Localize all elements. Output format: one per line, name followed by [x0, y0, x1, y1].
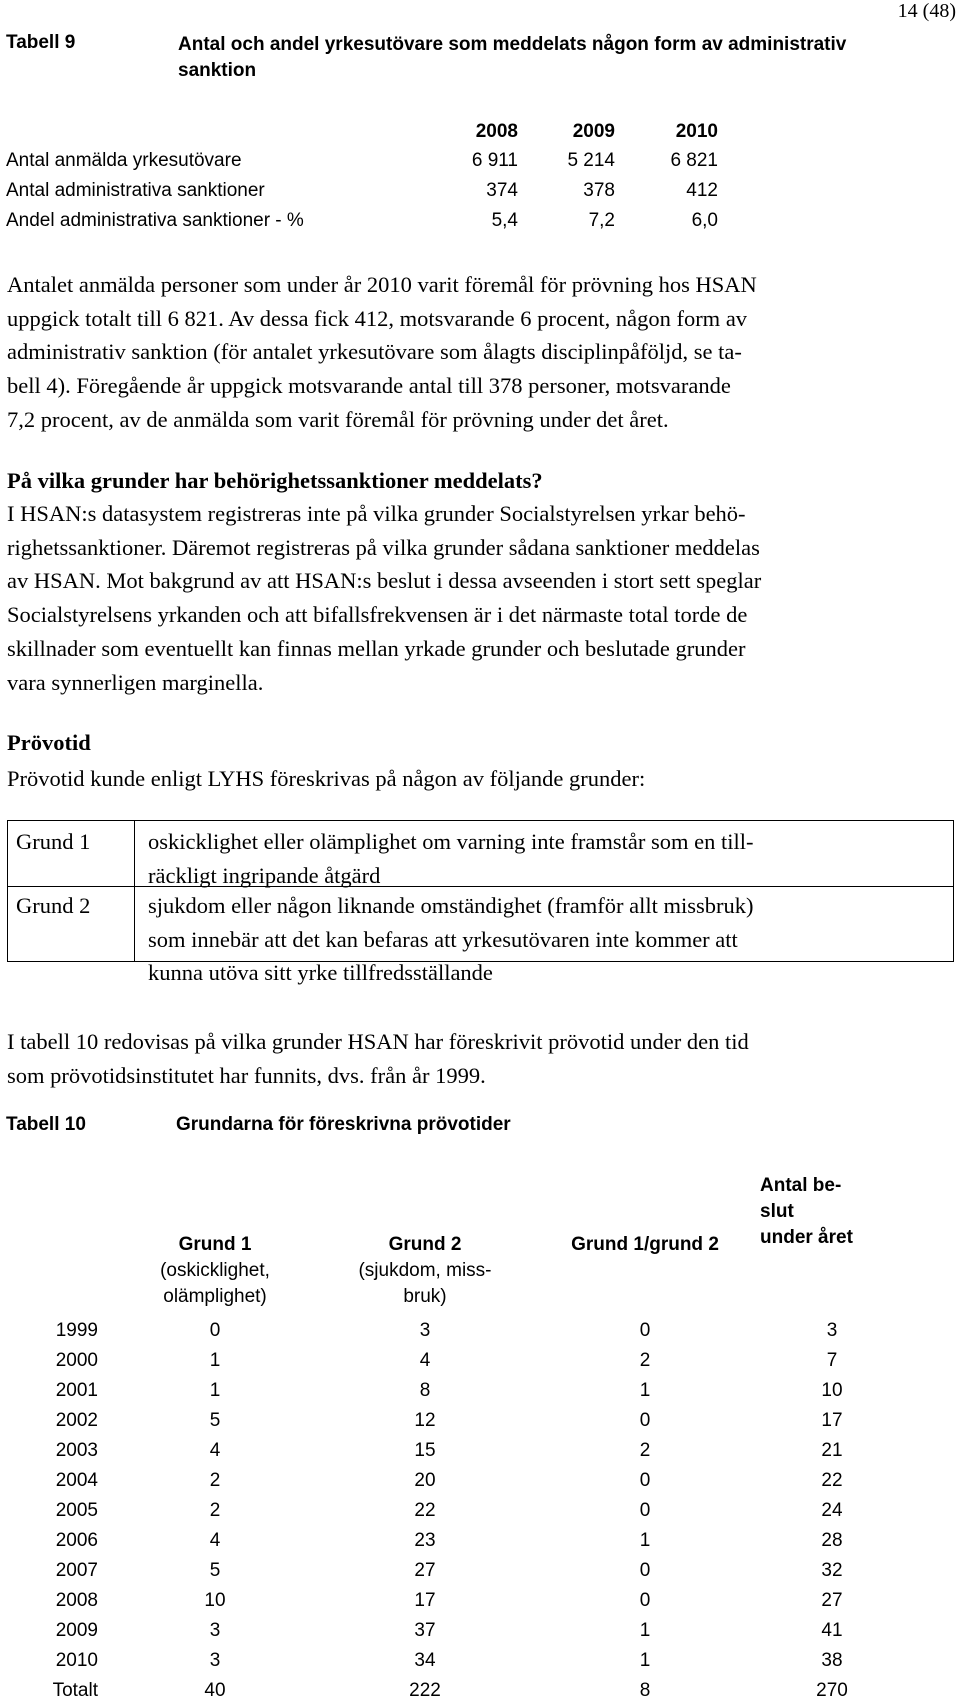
table9-cell: 378 — [583, 180, 615, 201]
table9-cell: 412 — [686, 180, 718, 201]
section-heading-provotid: Prövotid — [7, 730, 91, 755]
col-title: slut — [760, 1201, 794, 1222]
text-line: uppgick totalt till 6 821. Av dessa fick 412, motsvarande 6 procent, någon form av — [7, 305, 748, 331]
table10-cell-year: 2010 — [55, 1650, 98, 1671]
table10-row — [0, 1556, 900, 1586]
table10-cell-g2: 222 — [409, 1680, 441, 1701]
text-line: av HSAN. Mot bakgrund av att HSAN:s beslut i dessa avseenden i stort sett speglar — [7, 568, 762, 594]
table10-cell-g12: 0 — [639, 1470, 651, 1491]
table10-label: Tabell 10 — [6, 1114, 86, 1135]
table10-cell-g12: 2 — [639, 1440, 651, 1461]
text-line: Antalet anmälda personer som under år 2010 varit föremål för prövning hos HSAN — [7, 272, 757, 297]
col-subtitle: (oskicklighet, — [160, 1260, 270, 1281]
col-title: Grund 2 — [388, 1234, 462, 1255]
table10-cell-g12: 0 — [639, 1410, 651, 1431]
table10-cell-total: 21 — [821, 1440, 843, 1461]
text-line: 7,2 procent, av de anmälda som varit föremål för prövning under det året. — [7, 406, 669, 432]
table10-col-grund2 — [340, 1232, 510, 1310]
table10-cell-g2: 22 — [414, 1500, 436, 1521]
text-line: bell 4). Föregående år uppgick motsvarande antal till 378 personer, motsvarande — [7, 373, 731, 399]
table10-title: Grundarna för föreskrivna prövotider — [176, 1114, 511, 1135]
col-subtitle: (sjukdom, miss- — [358, 1260, 492, 1281]
table10-row — [0, 1586, 900, 1616]
table10-cell-g2: 37 — [414, 1620, 436, 1641]
table10-cell-g12: 0 — [639, 1560, 651, 1581]
table10-row — [0, 1646, 900, 1676]
table10-row — [0, 1346, 900, 1376]
grund1-description — [148, 825, 753, 892]
table10-cell-total: 32 — [821, 1560, 843, 1581]
text-line: som prövotidsinstitutet har funnits, dvs. från år 1999. — [7, 1062, 486, 1088]
table10-row — [0, 1616, 900, 1646]
table10-cell-total: 17 — [821, 1410, 843, 1431]
table9-cell: 7,2 — [588, 210, 615, 231]
table10-row — [0, 1526, 900, 1556]
table9-row — [6, 146, 726, 176]
table10-cell-g12: 1 — [639, 1530, 651, 1551]
table10-cell-g1: 40 — [204, 1680, 226, 1701]
table10-cell-year: Totalt — [52, 1680, 98, 1701]
table10-cell-g2: 17 — [414, 1590, 436, 1611]
grund2-description — [148, 889, 754, 990]
table10-cell-g12: 0 — [639, 1590, 651, 1611]
table10-cell-total: 41 — [821, 1620, 843, 1641]
table-divider — [134, 821, 135, 961]
section-heading-grunder: På vilka grunder har behörighetssanktioner meddelats? — [7, 468, 543, 493]
table10-cell-g2: 27 — [414, 1560, 436, 1581]
table10-cell-total: 270 — [816, 1680, 848, 1701]
page-number: 14 (48) — [897, 0, 956, 22]
table10-cell-g1: 2 — [209, 1500, 221, 1521]
text-line: som innebär att det kan befaras att yrkesutövaren inte kommer att — [148, 926, 738, 952]
table10-row — [0, 1676, 900, 1706]
table10-cell-total: 27 — [821, 1590, 843, 1611]
text-line: skillnader som eventuellt kan finnas mellan yrkade grunder och beslutade grunder — [7, 635, 746, 661]
table9-cell: 6,0 — [691, 210, 718, 231]
table10-cell-g1: 4 — [209, 1530, 221, 1551]
table9-cell: 5 214 — [567, 150, 615, 171]
text-line: räckligt ingripande åtgärd — [148, 862, 381, 888]
table10-cell-g12: 1 — [639, 1380, 651, 1401]
text-line: I tabell 10 redovisas på vilka grunder HSAN har föreskrivit prövotid under den tid — [7, 1029, 749, 1054]
table9-cell: 6 821 — [670, 150, 718, 171]
table9-cell: 5,4 — [491, 210, 518, 231]
table10-row — [0, 1406, 900, 1436]
col-title: Antal be- — [760, 1175, 842, 1196]
table9-row — [6, 206, 726, 236]
table10-cell-g2: 4 — [419, 1350, 431, 1371]
table10-cell-g12: 2 — [639, 1350, 651, 1371]
table9-row-label: Antal administrativa sanktioner — [6, 180, 265, 201]
table10-cell-g2: 23 — [414, 1530, 436, 1551]
table10-row — [0, 1376, 900, 1406]
grund2-name: Grund 2 — [16, 893, 91, 918]
table10-col-grund1 — [140, 1232, 290, 1310]
paragraph-hsan-summary — [7, 268, 947, 437]
table10-cell-g12: 8 — [639, 1680, 651, 1701]
table10-cell-total: 28 — [821, 1530, 843, 1551]
table10-cell-g2: 15 — [414, 1440, 436, 1461]
paragraph-tabell10-intro — [7, 1025, 947, 1092]
table10-row — [0, 1496, 900, 1526]
table9-label: Tabell 9 — [6, 32, 76, 53]
table10-cell-g12: 0 — [639, 1320, 651, 1341]
table10-row — [0, 1436, 900, 1466]
table9-cell: 374 — [486, 180, 518, 201]
col-title: Grund 1/grund 2 — [571, 1234, 719, 1255]
table10-col-grund12 — [545, 1232, 745, 1258]
text-line: administrativ sanktion (för antalet yrkesutövare som ålagts disciplinpåföljd, se ta- — [7, 339, 742, 365]
table10-cell-total: 24 — [821, 1500, 843, 1521]
table9-row-label: Antal anmälda yrkesutövare — [6, 150, 242, 171]
table10-cell-g2: 20 — [414, 1470, 436, 1491]
table10-col-total — [760, 1173, 890, 1251]
table10-cell-total: 7 — [826, 1350, 838, 1371]
col-subtitle: bruk) — [403, 1286, 447, 1307]
table10-cell-g1: 5 — [209, 1560, 221, 1581]
table9-year-2008: 2008 — [475, 121, 518, 142]
table10-cell-year: 1999 — [55, 1320, 98, 1341]
table10-cell-year: 2002 — [55, 1410, 98, 1431]
table10-cell-year: 2006 — [55, 1530, 98, 1551]
table10-cell-g1: 1 — [209, 1380, 221, 1401]
text-line: I HSAN:s datasystem registreras inte på vilka grunder Socialstyrelsen yrkar behö- — [7, 501, 746, 526]
text-line: sjukdom eller någon liknande omständighet (framför allt missbruk) — [148, 893, 754, 918]
table9-title: Antal och andel yrkesutövare som meddelats någon form av administrativ sanktion — [178, 34, 847, 81]
table10-cell-year: 2005 — [55, 1500, 98, 1521]
table10-cell-g1: 3 — [209, 1650, 221, 1671]
table10-cell-g1: 3 — [209, 1620, 221, 1641]
grund-table — [7, 820, 954, 985]
paragraph-grunder — [7, 497, 947, 699]
table10-row — [0, 1316, 900, 1346]
table9-cell: 6 911 — [471, 150, 518, 171]
text-line: kunna utöva sitt yrke tillfredsställande — [148, 960, 493, 985]
table10-cell-g1: 0 — [209, 1320, 221, 1341]
table9-row-label: Andel administrativa sanktioner - % — [6, 210, 304, 231]
text-line: Socialstyrelsens yrkanden och att bifallsfrekvensen är i det närmaste total torde de — [7, 602, 748, 628]
table10-cell-year: 2007 — [55, 1560, 98, 1581]
table10-cell-g1: 5 — [209, 1410, 221, 1431]
table10-cell-year: 2008 — [55, 1590, 98, 1611]
table10-cell-total: 3 — [826, 1320, 838, 1341]
table10-cell-year: 2001 — [55, 1380, 98, 1401]
table10-cell-g1: 4 — [209, 1440, 221, 1461]
table9-header-row — [6, 117, 726, 147]
table10-cell-g12: 1 — [639, 1650, 651, 1671]
table10-cell-g1: 1 — [209, 1350, 221, 1371]
table10-cell-year: 2009 — [55, 1620, 98, 1641]
text-line: Prövotid kunde enligt LYHS föreskrivas på någon av följande grunder: — [7, 766, 646, 791]
table9-row — [6, 176, 726, 206]
table10-cell-year: 2004 — [55, 1470, 98, 1491]
table10-cell-g12: 0 — [639, 1500, 651, 1521]
col-title: under året — [760, 1227, 853, 1248]
table10-cell-total: 38 — [821, 1650, 843, 1671]
table10-cell-g2: 34 — [414, 1650, 436, 1671]
table10-cell-year: 2003 — [55, 1440, 98, 1461]
table10-cell-g12: 1 — [639, 1620, 651, 1641]
table10-cell-total: 22 — [821, 1470, 843, 1491]
paragraph-provotid-intro — [7, 762, 947, 796]
col-title: Grund 1 — [178, 1234, 252, 1255]
table9-year-2009: 2009 — [572, 121, 615, 142]
table10-cell-g1: 10 — [204, 1590, 226, 1611]
grund1-name: Grund 1 — [16, 829, 91, 854]
table10-cell-g1: 2 — [209, 1470, 221, 1491]
table10-cell-g2: 12 — [414, 1410, 436, 1431]
text-line: oskicklighet eller olämplighet om varning inte framstår som en till- — [148, 829, 754, 854]
table9-year-2010: 2010 — [675, 121, 718, 142]
table10-cell-total: 10 — [821, 1380, 843, 1401]
table10-cell-g2: 3 — [419, 1320, 431, 1341]
text-line: righetssanktioner. Däremot registreras på vilka grunder sådana sanktioner meddelas — [7, 534, 760, 560]
table10-cell-g2: 8 — [419, 1380, 431, 1401]
table10-row — [0, 1466, 900, 1496]
col-subtitle: olämplighet) — [163, 1286, 267, 1307]
text-line: vara synnerligen marginella. — [7, 669, 264, 695]
table10-cell-year: 2000 — [55, 1350, 98, 1371]
